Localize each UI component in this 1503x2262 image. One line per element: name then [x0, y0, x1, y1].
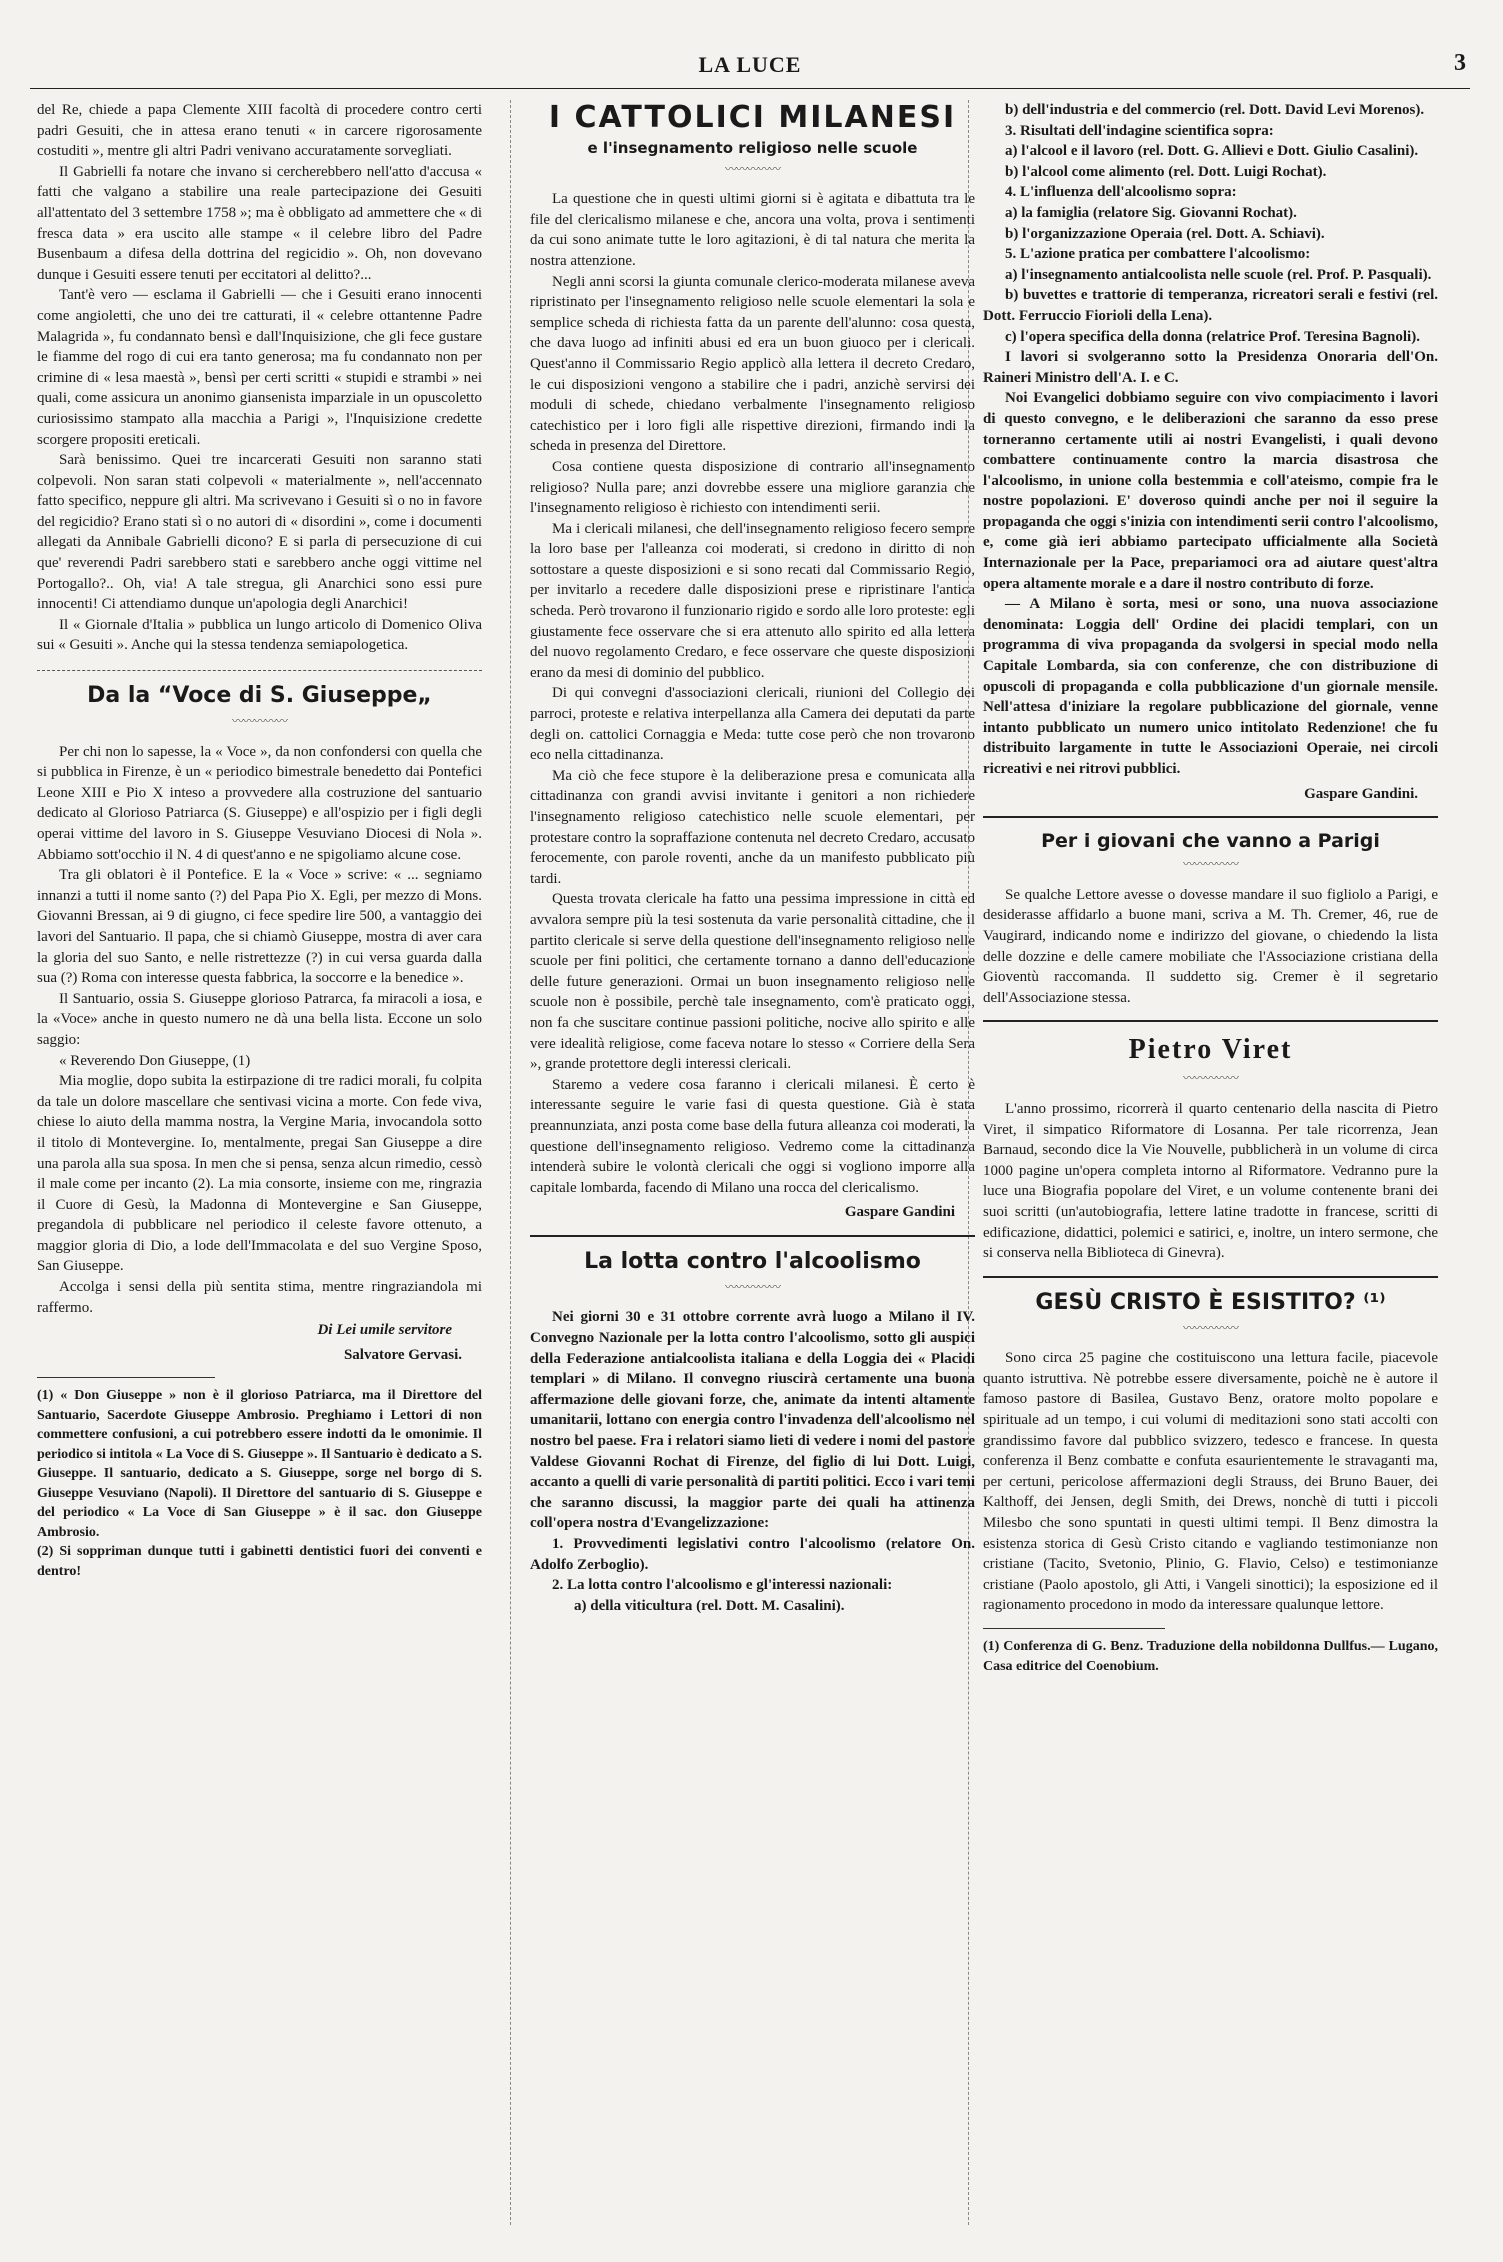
signature: Gaspare Gandini [844, 1204, 955, 1221]
signature: Gaspare Gandini. [1304, 785, 1418, 802]
ornament: 〰〰〰〰〰 [724, 161, 780, 176]
article-title-gesu: GESÙ CRISTO È ESISTITO? ⁽¹⁾ [1035, 1289, 1386, 1315]
footnote: (1) Conferenza di G. Benz. Traduzione della nobildonna Dullfus.— Lugano, Casa editrice del Coenobium. [983, 1639, 1438, 1674]
ornament: 〰〰〰〰〰 [724, 1279, 780, 1294]
paragraph: Ma i clericali milanesi, che dell'insegnamento religioso fecero sempre la loro base per l'alleanza coi moderati, si credono in diritto di non sottostare a queste disposizioni e si sono recati dal Commissario Regio, per invitarlo a recedere dalle disposizioni prese e ripristinare l'antica scheda. Però trovarono il funzionario rigido e sordo alle loro proteste: egli giustamente fece osservare che si era attenuto allo spirito ed alla lettera del nuovo regolamento Credaro, e fece osservare che queste disposizioni erano da mesi di dominio del pubblico. [530, 520, 975, 681]
paragraph: del Re, chiede a papa Clemente XIII facoltà di procedere contro certi padri Gesuiti, che in attesa erano tenuti « in carcere rigorosamente costuditi », mentre gli altri Padri venivano accuratamente sorvegliati. [37, 102, 482, 160]
paragraph: b) l'organizzazione Operaia (rel. Dott. A. Schiavi). [1005, 225, 1325, 242]
ornament: 〰〰〰〰〰 [1182, 1320, 1238, 1335]
section-divider [983, 816, 1438, 818]
paragraph: a) l'alcool e il lavoro (rel. Dott. G. Allievi e Dott. Giulio Casalini). [1005, 143, 1419, 160]
column-left [37, 100, 482, 1581]
page-number: 3 [1454, 50, 1466, 76]
paragraph: a) la famiglia (relatore Sig. Giovanni Rochat). [1005, 204, 1297, 221]
paragraph: Nei giorni 30 e 31 ottobre corrente avrà luogo a Milano il IV. Convegno Nazionale per la lotta contro l'alcoolismo, sotto gli auspici della Federazione antialcoolista italiana e della Loggia dei « Placidi templari » di Milano. Il convegno riuscirà certamente una buona affermazione delle giovani forze, che, animate da intenti altamente umanitarii, lottano con energia contro l'invadenza dell'alcoolismo nel nostro bel paese. Fra i relatori siamo lieti di vedere i nomi del pastore Valdese Giovanni Rochat di Firenze, del figlio di lui Dott. Luigi, accanto a quelli di varie personalità di partiti politici. Ecco i vari temi che saranno discussi, la maggior parte dei quali ha attinenza coll'opera nostra d'Evangelizzazione: [530, 1309, 975, 1532]
paragraph: 2. La lotta contro l'alcoolismo e gl'interessi nazionali: [552, 1577, 893, 1594]
paragraph: Il Santuario, ossia S. Giuseppe glorioso Patrarca, fa miracoli a iosa, e la «Voce» anche in questo numero ne dà una bella lista. Eccone un solo saggio: [37, 990, 482, 1048]
paragraph: Di qui convegni d'associazioni clericali, riunioni del Collegio dei parroci, proteste e relativa interpellanza alla Camera dei deputati da parte degli on. cattolici Cornaggia e Meda: tutte cose però che non trovarono eco nella cittadinanza. [530, 685, 975, 764]
paragraph: b) buvettes e trattorie di temperanza, ricreatori serali e festivi (rel. Dott. Ferruccio Fiorioli della Lena). [983, 287, 1438, 324]
paragraph: 5. L'azione pratica per combattere l'alcoolismo: [1005, 246, 1311, 263]
article-title-parigi: Per i giovani che vanno a Parigi [1041, 830, 1380, 853]
column-middle [530, 100, 975, 1616]
paragraph: — A Milano è sorta, mesi or sono, una nuova associazione denominata: Loggia dell' Ordine dei placidi templari, con un programma di viva propaganda da svolgersi in special modo nella Capitale Lombarda, sia con conferenze, che con distribuzione di opuscoli di propaganda e colla pubblicazione d'un giornale mensile. Nell'attesa d'iniziare la regolare pubblicazione del giornale, venne intanto pubblicato un numero unico intitolato Redenzione! che fu distribuito largamente in tutte le Associazioni Operaie, nei circoli ricreativi e nei ritrovi pubblici. [983, 596, 1438, 777]
paragraph: L'anno prossimo, ricorrerà il quarto centenario della nascita di Pietro Viret, il simpatico Riformatore di Losanna. Per tale ricorrenza, Jean Barnaud, secondo dice la Vie Nouvelle, pubblicherà in un volume di circa 1000 pagine un'opera completa intorno al Riformatore. Vedranno pure la luce una Biografia popolare del Viret, e un volume contenente brani dei suoi scritti (un'autobiografia, lettere latine tradotte in francese, scritti di edificazione, didattici, polemici e satirici, e, inoltre, un intero sermone, che si conserva nella Biblioteca di Ginevra). [983, 1100, 1438, 1262]
page-header [30, 48, 1470, 89]
section-divider [530, 1235, 975, 1237]
alcoolismo-article [530, 1307, 975, 1616]
signature: Salvatore Gervasi. [343, 1346, 462, 1363]
footnotes [37, 1386, 482, 1581]
paragraph: Accolga i sensi della più sentita stima, mentre ringraziandola mi raffermo. [37, 1279, 482, 1316]
paragraph: Cosa contiene questa disposizione di contrario all'insegnamento religioso? Nulla pare; anzi dovrebbe essere una migliore garanzia che l'insegnamento religioso è richiesto con intendimenti serii. [530, 458, 975, 517]
section-divider [983, 1276, 1438, 1278]
paragraph: a) della viticultura (rel. Dott. M. Casalini). [574, 1597, 845, 1614]
paragraph: Tant'è vero — esclama il Gabrielli — che i Gesuiti erano innocenti come angioletti, che uno dei tre catturati, il « celebre ottantenne Padre Malagrida », fu condannato bensì e dall'Inquisizione, che gli fece gustare le fiamme del rogo di cui era tanto generosa; ma fu condannato non per crimine di « lesa maestà », bensì per certi scritti « stupidi e strambi » nei quali, come assicura un anonimo giansenista imparziale in un opuscoletto curiosissimo stampato alla macchia a Parigi », l'Inquisizione credette scorgere propositi ereticali. [37, 287, 482, 448]
footnotes [983, 1637, 1438, 1676]
article-title-cattolici: I CATTOLICI MILANESI [548, 100, 957, 135]
paragraph: c) l'opera specifica della donna (relatrice Prof. Teresina Bagnoli). [1005, 328, 1420, 345]
newspaper-title: LA LUCE [698, 52, 802, 77]
section-divider [983, 1020, 1438, 1022]
paragraph: 4. L'influenza dell'alcoolismo sopra: [1005, 184, 1237, 201]
paragraph: Noi Evangelici dobbiamo seguire con vivo compiacimento i lavori di questo convegno, e le deliberazioni che saranno da esso prese torneranno certamente utili ai nostri Evangelisti, i quali devono combattere continuamente contro la marcia disastrosa che l'alcoolismo, in unione colla bestemmia e coll'ateismo, compie fra le nostre popolazioni. E' doveroso quindi anche per noi il seguire la propaganda che oggi s'inizia con intendimenti serii contro l'alcoolismo, e, come già ieri abbiamo partecipato ufficialmente alla Società Internazionale per la Pace, prepariamoci ora ad aiutare quest'altra opera altamente morale e a dare il nostro contributo di forze. [983, 390, 1438, 592]
paragraph: Il Gabrielli fa notare che invano si cercherebbero nell'atto d'accusa « fatti che valgano a stabilire una reale partecipazione dei Gesuiti all'attentato del 3 settembre 1758 »; ma è obbligato ad ammettere che « di fresca data » era uscito alle stampe « il celebre libro del Padre Busenbaum a difesa della dottrina del regicidio ». Oh, non dovevano dunque i Gesuiti essere tenuti per eccitatori al delitto?... [37, 163, 482, 283]
paragraph: b) dell'industria e del commercio (rel. Dott. David Levi Morenos). [1005, 102, 1425, 118]
footnote-separator [37, 1377, 215, 1378]
paragraph: Il « Giornale d'Italia » pubblica un lungo articolo di Domenico Oliva sui « Gesuiti ». Anche qui la stessa tendenza semiapologetica. [37, 616, 482, 654]
article-subtitle: e l'insegnamento religioso nelle scuole [587, 139, 918, 157]
footnote: (2) Si soppriman dunque tutti i gabinetti dentistici fuori dei conventi e dentro! [37, 1544, 482, 1579]
paragraph: La questione che in questi ultimi giorni si è agitata e dibattuta tra le file del clericalismo milanese e che, ancora una volta, prova i sentimenti da cui sono animate tutte le loro agitazioni, è di tal natura che merita la nostra attenzione. [530, 191, 975, 269]
paragraph: Ma ciò che fece stupore è la deliberazione presa e comunicata alla cittadinanza con grandi avvisi invitante i genitori a non richiedere l'insegnamento religioso catechistico nelle scuole elementari, per protestare contro la sopraffazione contenuta nel decreto Credaro, accusato ferocemente, con parole roventi, anche da un manifesto pubblicato più tardi. [530, 767, 975, 887]
paragraph: I lavori si svolgeranno sotto la Presidenza Onoraria dell'On. Raineri Ministro dell'A. I. e C. [983, 349, 1438, 386]
paragraph: b) l'alcool come alimento (rel. Dott. Luigi Rochat). [1005, 163, 1327, 180]
paragraph: Questa trovata clericale ha fatto una pessima impressione in città ed avvalora sempre più la tesi sostenuta da varie personalità cittadine, che il partito clericale si serve della questione dell'insegnamento religioso nelle scuole per fini politici, che certamente tornano a danno dell'educazione delle future generazioni. Ormai un buon insegnamento religioso nelle scuole non è possibile, perchè tale insegnamento, com'è praticato oggi, non fa che suscitare continue passioni politiche, nocive allo spirito e alle vere idealità religiose, come faceva notare lo stesso « Corriere della Sera », grande protettore degli interessi clericali. [530, 891, 975, 1073]
paragraph: 3. Risultati dell'indagine scientifica sopra: [1005, 122, 1274, 139]
article-title-alcoolismo: La lotta contro l'alcoolismo [584, 1248, 921, 1274]
ornament: 〰〰〰〰〰 [1182, 1071, 1238, 1086]
footnote-separator [983, 1628, 1165, 1629]
paragraph: Se qualche Lettore avesse o dovesse mandare il suo figliolo a Parigi, e desiderasse affidarlo a buone mani, scriva a M. Th. Cremer, 46, rue de Vaugirard, indicando nome e indirizzo del giovane, o chiedendo la lista delle dozzine e delle camere mobiliate che l'Associazione cristiana della Gioventù raccomanda. Il suddetto sig. Cremer è il segretario dell'Associazione stessa. [983, 886, 1438, 1006]
section-divider [37, 670, 482, 671]
ornament: 〰〰〰〰〰 [231, 714, 287, 729]
footnote: (1) « Don Giuseppe » non è il glorioso Patriarca, ma il Direttore del Santuario, Sacerdote Giuseppe Ambrosio. Preghiamo i Lettori di non commettere confusioni, a cui potrebbero essere indotti da le omonimie. Il periodico si intitola « La Voce di S. Giuseppe ». Il Santuario è dedicato a S. Giuseppe. Il santuario, dedicato a S. Giuseppe, sorge nel borgo di S. Giuseppe Vesuviano (Napoli). Il Direttore del santuario di S. Giuseppe e del periodico « La Voce di San Giuseppe » è il sac. don Giuseppe Ambrosio. [37, 1388, 482, 1540]
article-title-viret: Pietro Viret [1128, 1034, 1293, 1066]
paragraph: Sono circa 25 pagine che costituiscono una lettura facile, piacevole quanto istruttiva. Nè potrebbe essere diversamente, poichè ne è autore il famoso pastore di Basilea, Gustavo Benz, oratore molto popolare e spirituale ad un tempo, i cui volumi di meditazioni sono stati accolti con grandissimo favore dal pubblico svizzero, tedesco e francese. In questa conferenza il Benz combatte e confuta esaurientemente le stravaganti ma, per certuni, pericolose affermazioni degli Strauss, dei Bruno Bauer, dei Kalthoff, dei Jensen, degli Smith, dei Drews, nonchè di tutti i piccoli Milesbo che sono spuntati in questi ultimi tempi. Il Benz dimostra la esistenza storica di Gesù Cristo citando e vagliando testimonianze non cristiane (Tacito, Svetonio, Plinio, G. Flavio, Celso) e testimonianze cristiane (Paolo apostolo, gli Atti, i Vangeli sinottici); la esposizione ed il ragionamento procedono in modo da interessare qualunque lettore. [983, 1350, 1438, 1614]
alcoolismo-continuation [983, 100, 1438, 804]
paragraph: « Reverendo Don Giuseppe, (1) [59, 1052, 251, 1069]
paragraph: Negli anni scorsi la giunta comunale clerico-moderata milanese aveva ripristinato per l'insegnamento religioso nelle scuole elementari la sola e semplice scheda di richiesta fatta da un parente dell'alunno: cosa questa, che dava luogo ad infiniti abusi ed era un buon giuoco per i clericali. Quest'anno il Commissario Regio applicò alla lettera il decreto Credaro, le cui disposizioni vengono a stabilire che i padri, anzichè servirsi dei moduli di schede, chiedano verbalmente l'insegnamento religioso catechistico per i loro figli alle rispettive direzioni, firmando indi la scheda in presenza del Direttore. [530, 273, 975, 455]
paragraph: a) l'insegnamento antialcoolista nelle scuole (rel. Prof. P. Pasquali). [1005, 266, 1432, 283]
paragraph: Per chi non lo sapesse, la « Voce », da non confondersi con quella che si pubblica in Firenze, è un « periodico bimestrale benedetto dai Pontefici Leone XIII e Pio X inteso a provvedere alla costruzione del santuario dedicato al Glorioso Patriarca (S. Giuseppe) e all'ospizio per i figli degli operai vittime del lavoro in S. Giuseppe Vesuviano Diocesi di Nola ». Abbiamo sott'occhio il N. 4 di quest'anno e ne spigoliamo alcune cose. [37, 743, 482, 863]
signature-line: Di Lei umile servitore [317, 1322, 452, 1339]
paragraph: Tra gli oblatori è il Pontefice. E la « Voce » scrive: « ... segniamo innanzi a tutti il nome santo (?) del Papa Pio X. Egli, per mezzo di Mons. Giovanni Bressan, ai 9 di giugno, ci fece spedire lire 500, a vantaggio dei lavori del Santuario. Il papa, che si chiamò Giuseppe, mostra di aver cara la gloria del suo Santo, e nelle ristrettezze (?) in cui versa guarda dalla sua (?) Roma con interesse questa fabbrica, la soccorre e la benedice ». [37, 867, 482, 987]
paragraph: Staremo a vedere cosa faranno i clericali milanesi. È certo è interessante seguire le varie fasi di questa questione. Già è stata preannunziata, anzi posta come base della futura alleanza coi moderati, la questione dell'insegnamento religioso. Vedremo come la cittadinanza intenderà subire le volontà clericali che oggi si vogliono imporre alla capitale lombarda, facendo di Milano una rocca del clericalismo. [530, 1076, 975, 1196]
column-right [983, 100, 1438, 1676]
column-divider [510, 100, 511, 2225]
ornament: 〰〰〰〰〰 [1182, 857, 1238, 872]
paragraph: 1. Provvedimenti legislativi contro l'alcoolismo (relatore On. Adolfo Zerboglio). [530, 1536, 975, 1573]
paragraph: Sarà benissimo. Quei tre incarcerati Gesuiti non saranno stati colpevoli. Non saran stati colpevoli « materialmente », nell'accennato fatto specifico, neppure gli altri. Ma scrivevano i Gesuiti sì o no in favore del regicidio? Erano stati sì o no autori di « disordini », come i documenti allegati da Annibale Gabrielli dicono? E si parla di persecuzione di cui que' reverendi Padri sarebbero stati e sarebbero anche oggi vittime nel Portogallo?.. Oh, via! A tale stregua, gli Anarchici sono essi pure innocenti! Ci attendiamo dunque un'apologia degli Anarchici! [37, 452, 482, 613]
article-title-voce: Da la “Voce di S. Giuseppe„ [87, 683, 432, 709]
paragraph: Mia moglie, dopo subita la estirpazione di tre radici morali, fu colpita da tale un dolore mascellare che sentivasi vicina a morte. Con fede viva, chiese lo aiuto della mamma nostra, la Vergine Maria, invocandola sotto il titolo di Montevergine. Io, mentalmente, pregai San Giuseppe a dire una parola alla sua sposa. In men che si pensa, senza alcun rimedio, cessò il male come per incanto (2). La mia consorte, insieme con me, ringrazia il Cuore di Gesù, la Madonna di Montevergine e San Giuseppe, pregandola di pubblicare nel periodico il celeste favore ottenuto, a maggior gloria di Dio, a lode dell'Immacolata e del suo Vergine Sposo, San Giuseppe. [37, 1073, 482, 1275]
